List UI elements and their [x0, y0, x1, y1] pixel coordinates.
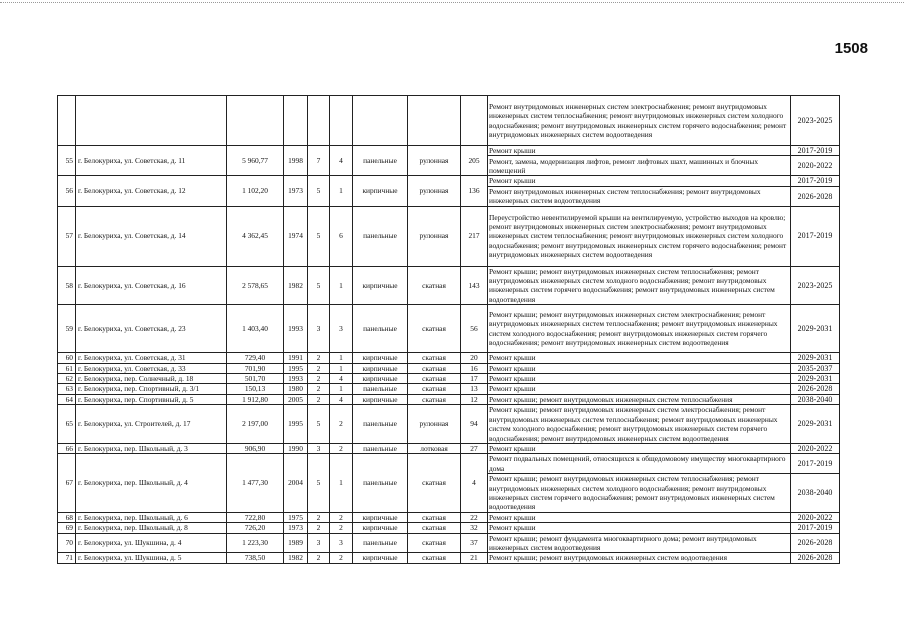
roof-type-cell: рулонная	[408, 206, 461, 266]
area-cell: 906,90	[227, 443, 284, 453]
walls-material-cell: панельные	[353, 305, 408, 353]
apartments-cell: 205	[461, 146, 488, 176]
repair-period-cell: 2035-2037	[791, 363, 840, 373]
year-cell: 2005	[284, 394, 308, 404]
row-number-cell: 64	[58, 394, 76, 404]
year-cell: 1990	[284, 443, 308, 453]
year-cell: 1995	[284, 405, 308, 444]
repair-period-cell: 2017-2019	[791, 206, 840, 266]
address-cell: г. Белокуриха, ул. Советская, д. 33	[76, 363, 227, 373]
area-cell: 738,50	[227, 553, 284, 563]
repair-period-cell: 2038-2040	[791, 474, 840, 513]
area-cell: 501,70	[227, 374, 284, 384]
apartments-cell: 32	[461, 523, 488, 533]
roof-type-cell: скатная	[408, 305, 461, 353]
entrances-cell: 2	[330, 553, 353, 563]
row-number-cell	[58, 96, 76, 146]
year-cell: 1982	[284, 553, 308, 563]
apartments-cell: 217	[461, 206, 488, 266]
entrances-cell: 6	[330, 206, 353, 266]
apartments-cell: 143	[461, 266, 488, 305]
repair-period-cell: 2017-2019	[791, 176, 840, 186]
roof-type-cell: скатная	[408, 374, 461, 384]
repair-period-cell: 2038-2040	[791, 394, 840, 404]
table-row	[58, 454, 840, 474]
work-type-cell: Ремонт крыши; ремонт внутридомовых инженерных систем теплоснабжения	[488, 394, 791, 404]
area-cell	[227, 96, 284, 146]
table-row	[58, 405, 840, 444]
apartments-cell: 17	[461, 374, 488, 384]
entrances-cell: 1	[330, 363, 353, 373]
floors-cell: 3	[308, 443, 330, 453]
entrances-cell: 2	[330, 443, 353, 453]
row-number-cell: 56	[58, 176, 76, 206]
roof-type-cell: скатная	[408, 533, 461, 553]
apartments-cell: 27	[461, 443, 488, 453]
area-cell: 701,90	[227, 363, 284, 373]
address-cell: г. Белокуриха, пер. Солнечный, д. 18	[76, 374, 227, 384]
roof-type-cell: скатная	[408, 454, 461, 512]
floors-cell: 2	[308, 363, 330, 373]
repair-period-cell: 2029-2031	[791, 374, 840, 384]
row-number-cell: 70	[58, 533, 76, 553]
work-type-cell: Ремонт крыши; ремонт внутридомовых инженерных систем электроснабжения; ремонт внутридомовых инженерных систем теплоснабжения; ремонт внутридомовых инженерных систем холодного водоснабжения; ремонт внутридомовых инженерных систем горячего водоснабжения; ремонт внутридомовых инженерных систем водоотведения	[488, 405, 791, 444]
entrances-cell: 1	[330, 454, 353, 512]
repair-period-cell: 2029-2031	[791, 405, 840, 444]
table-row	[58, 305, 840, 353]
walls-material-cell: кирпичные	[353, 523, 408, 533]
table-row	[58, 533, 840, 553]
row-number-cell: 61	[58, 363, 76, 373]
work-type-cell: Ремонт крыши	[488, 374, 791, 384]
floors-cell: 2	[308, 523, 330, 533]
table-row	[58, 353, 840, 363]
floors-cell: 5	[308, 266, 330, 305]
work-type-cell: Ремонт подвальных помещений, относящихся к общедомовому имуществу многоквартирного дома	[488, 454, 791, 474]
apartments-cell: 16	[461, 363, 488, 373]
year-cell: 1975	[284, 512, 308, 522]
work-type-cell: Ремонт крыши; ремонт внутридомовых инженерных систем теплоснабжения; ремонт внутридомовых инженерных систем холодного водоснабжения; ремонт внутридомовых инженерных систем горячего водоснабжения; ремонт внутридомовых инженерных систем водоотведения	[488, 266, 791, 305]
address-cell: г. Белокуриха, ул. Советская, д. 14	[76, 206, 227, 266]
roof-type-cell: лотковая	[408, 443, 461, 453]
repair-period-cell: 2017-2019	[791, 146, 840, 156]
apartments-cell: 94	[461, 405, 488, 444]
walls-material-cell: панельные	[353, 405, 408, 444]
walls-material-cell: панельные	[353, 533, 408, 553]
year-cell: 1989	[284, 533, 308, 553]
year-cell: 1974	[284, 206, 308, 266]
scan-artifact-line	[0, 2, 904, 3]
apartments-cell: 56	[461, 305, 488, 353]
roof-type-cell	[408, 96, 461, 146]
apartments-cell	[461, 96, 488, 146]
row-number-cell: 66	[58, 443, 76, 453]
table-row	[58, 443, 840, 453]
entrances-cell: 1	[330, 353, 353, 363]
area-cell: 1 403,40	[227, 305, 284, 353]
roof-type-cell: скатная	[408, 266, 461, 305]
entrances-cell: 1	[330, 384, 353, 394]
address-cell: г. Белокуриха, пер. Школьный, д. 8	[76, 523, 227, 533]
repair-period-cell: 2020-2022	[791, 156, 840, 176]
floors-cell: 5	[308, 454, 330, 512]
address-cell: г. Белокуриха, пер. Спортивный, д. 5	[76, 394, 227, 404]
apartments-cell: 136	[461, 176, 488, 206]
table-row	[58, 266, 840, 305]
area-cell: 1 102,20	[227, 176, 284, 206]
year-cell: 1980	[284, 384, 308, 394]
repair-period-cell: 2029-2031	[791, 305, 840, 353]
address-cell: г. Белокуриха, ул. Шукшина, д. 4	[76, 533, 227, 553]
address-cell	[76, 96, 227, 146]
address-cell: г. Белокуриха, ул. Советская, д. 16	[76, 266, 227, 305]
roof-type-cell: рулонная	[408, 146, 461, 176]
row-number-cell: 55	[58, 146, 76, 176]
repair-period-cell: 2026-2028	[791, 186, 840, 206]
work-type-cell: Ремонт крыши	[488, 146, 791, 156]
walls-material-cell: панельные	[353, 384, 408, 394]
roof-type-cell: скатная	[408, 363, 461, 373]
floors-cell: 5	[308, 176, 330, 206]
roof-type-cell: рулонная	[408, 405, 461, 444]
repair-period-cell: 2026-2028	[791, 533, 840, 553]
address-cell: г. Белокуриха, ул. Советская, д. 11	[76, 146, 227, 176]
repair-period-cell: 2026-2028	[791, 553, 840, 563]
repair-period-cell: 2020-2022	[791, 512, 840, 522]
repair-period-cell: 2023-2025	[791, 96, 840, 146]
area-cell: 726,20	[227, 523, 284, 533]
entrances-cell: 3	[330, 305, 353, 353]
area-cell: 722,80	[227, 512, 284, 522]
address-cell: г. Белокуриха, пер. Спортивный, д. 3/1	[76, 384, 227, 394]
address-cell: г. Белокуриха, пер. Школьный, д. 6	[76, 512, 227, 522]
work-type-cell: Ремонт крыши	[488, 384, 791, 394]
table-row	[58, 512, 840, 522]
apartments-cell: 20	[461, 353, 488, 363]
address-cell: г. Белокуриха, ул. Строителей, д. 17	[76, 405, 227, 444]
floors-cell: 2	[308, 512, 330, 522]
floors-cell: 2	[308, 394, 330, 404]
floors-cell: 2	[308, 353, 330, 363]
work-type-cell: Ремонт крыши; ремонт фундамента многоквартирного дома; ремонт внутридомовых инженерных систем водоотведения	[488, 533, 791, 553]
work-type-cell: Ремонт внутридомовых инженерных систем электроснабжения; ремонт внутридомовых инженерных систем теплоснабжения; ремонт внутридомовых инженерных систем холодного водоснабжения; ремонт внутридомовых инженерных систем горячего водоснабжения; ремонт внутридомовых инженерных систем водоотведения	[488, 96, 791, 146]
year-cell: 1982	[284, 266, 308, 305]
table-row	[58, 146, 840, 156]
repair-period-cell: 2020-2022	[791, 443, 840, 453]
walls-material-cell	[353, 96, 408, 146]
floors-cell: 5	[308, 206, 330, 266]
walls-material-cell: кирпичные	[353, 553, 408, 563]
entrances-cell: 3	[330, 533, 353, 553]
walls-material-cell: панельные	[353, 206, 408, 266]
walls-material-cell: панельные	[353, 443, 408, 453]
entrances-cell: 1	[330, 266, 353, 305]
area-cell: 5 960,77	[227, 146, 284, 176]
entrances-cell: 4	[330, 146, 353, 176]
roof-type-cell: скатная	[408, 353, 461, 363]
apartments-cell: 22	[461, 512, 488, 522]
row-number-cell: 68	[58, 512, 76, 522]
address-cell: г. Белокуриха, ул. Советская, д. 31	[76, 353, 227, 363]
work-type-cell: Ремонт крыши; ремонт внутридомовых инженерных систем теплоснабжения; ремонт внутридомовых инженерных систем холодного водоснабжения; ремонт внутридомовых инженерных систем горячего водоснабжения; ремонт внутридомовых инженерных систем водоотведения	[488, 474, 791, 513]
work-type-cell: Ремонт крыши	[488, 512, 791, 522]
work-type-cell: Ремонт крыши	[488, 176, 791, 186]
table-row	[58, 374, 840, 384]
area-cell: 1 912,80	[227, 394, 284, 404]
row-number-cell: 60	[58, 353, 76, 363]
walls-material-cell: кирпичные	[353, 512, 408, 522]
roof-type-cell: скатная	[408, 384, 461, 394]
roof-type-cell: рулонная	[408, 176, 461, 206]
year-cell: 1993	[284, 374, 308, 384]
entrances-cell: 4	[330, 374, 353, 384]
walls-material-cell: кирпичные	[353, 374, 408, 384]
table-row	[58, 176, 840, 186]
row-number-cell: 71	[58, 553, 76, 563]
apartments-cell: 21	[461, 553, 488, 563]
work-type-cell: Переустройство невентилируемой крыши на вентилируемую, устройство выходов на кровлю; ремонт внутридомовых инженерных систем электроснабжения; ремонт внутридомовых инженерных систем теплоснабжения; ремонт внутридомовых инженерных систем холодного водоснабжения; ремонт внутридомовых инженерных систем горячего водоснабжения; ремонт внутридомовых инженерных систем водоотведения	[488, 206, 791, 266]
work-type-cell: Ремонт крыши	[488, 443, 791, 453]
repair-period-cell: 2026-2028	[791, 384, 840, 394]
address-cell: г. Белокуриха, ул. Советская, д. 12	[76, 176, 227, 206]
entrances-cell: 2	[330, 512, 353, 522]
floors-cell: 2	[308, 553, 330, 563]
page-number: 1508	[834, 40, 868, 57]
walls-material-cell: панельные	[353, 454, 408, 512]
row-number-cell: 65	[58, 405, 76, 444]
row-number-cell: 67	[58, 454, 76, 512]
floors-cell: 3	[308, 533, 330, 553]
area-cell: 729,40	[227, 353, 284, 363]
repair-period-cell: 2029-2031	[791, 353, 840, 363]
floors-cell: 2	[308, 374, 330, 384]
row-number-cell: 69	[58, 523, 76, 533]
year-cell: 1973	[284, 176, 308, 206]
capital-repair-table	[57, 95, 840, 564]
repair-period-cell: 2023-2025	[791, 266, 840, 305]
work-type-cell: Ремонт крыши	[488, 363, 791, 373]
floors-cell: 7	[308, 146, 330, 176]
year-cell: 2004	[284, 454, 308, 512]
area-cell: 2 578,65	[227, 266, 284, 305]
table-row	[58, 206, 840, 266]
work-type-cell: Ремонт крыши; ремонт внутридомовых инженерных систем водоотведения	[488, 553, 791, 563]
walls-material-cell: кирпичные	[353, 176, 408, 206]
address-cell: г. Белокуриха, ул. Советская, д. 23	[76, 305, 227, 353]
walls-material-cell: панельные	[353, 146, 408, 176]
work-type-cell: Ремонт крыши; ремонт внутридомовых инженерных систем электроснабжения; ремонт внутридомовых инженерных систем теплоснабжения; ремонт внутридомовых инженерных систем холодного водоснабжения; ремонт внутридомовых инженерных систем горячего водоснабжения; ремонт внутридомовых инженерных систем водоотведения	[488, 305, 791, 353]
roof-type-cell: скатная	[408, 394, 461, 404]
entrances-cell: 4	[330, 394, 353, 404]
area-cell: 1 223,30	[227, 533, 284, 553]
row-number-cell: 62	[58, 374, 76, 384]
table-row	[58, 363, 840, 373]
floors-cell: 3	[308, 305, 330, 353]
row-number-cell: 63	[58, 384, 76, 394]
area-cell: 2 197,00	[227, 405, 284, 444]
roof-type-cell: скатная	[408, 523, 461, 533]
floors-cell	[308, 96, 330, 146]
table-body	[58, 96, 840, 564]
repair-period-cell: 2017-2019	[791, 454, 840, 474]
area-cell: 1 477,30	[227, 454, 284, 512]
walls-material-cell: кирпичные	[353, 363, 408, 373]
work-type-cell: Ремонт, замена, модернизация лифтов, ремонт лифтовых шахт, машинных и блочных помещений	[488, 156, 791, 176]
repair-period-cell: 2017-2019	[791, 523, 840, 533]
entrances-cell: 2	[330, 405, 353, 444]
entrances-cell: 2	[330, 523, 353, 533]
floors-cell: 2	[308, 384, 330, 394]
year-cell: 1993	[284, 305, 308, 353]
area-cell: 4 362,45	[227, 206, 284, 266]
year-cell: 1998	[284, 146, 308, 176]
apartments-cell: 13	[461, 384, 488, 394]
walls-material-cell: кирпичные	[353, 394, 408, 404]
walls-material-cell: кирпичные	[353, 353, 408, 363]
table-row	[58, 394, 840, 404]
floors-cell: 5	[308, 405, 330, 444]
year-cell: 1995	[284, 363, 308, 373]
work-type-cell: Ремонт крыши	[488, 353, 791, 363]
entrances-cell	[330, 96, 353, 146]
address-cell: г. Белокуриха, пер. Школьный, д. 3	[76, 443, 227, 453]
table-row	[58, 96, 840, 146]
table-row	[58, 553, 840, 563]
year-cell: 1991	[284, 353, 308, 363]
table-row	[58, 523, 840, 533]
table-row	[58, 384, 840, 394]
row-number-cell: 57	[58, 206, 76, 266]
row-number-cell: 58	[58, 266, 76, 305]
apartments-cell: 4	[461, 454, 488, 512]
area-cell: 150,13	[227, 384, 284, 394]
address-cell: г. Белокуриха, ул. Шукшина, д. 5	[76, 553, 227, 563]
work-type-cell: Ремонт крыши	[488, 523, 791, 533]
row-number-cell: 59	[58, 305, 76, 353]
roof-type-cell: скатная	[408, 553, 461, 563]
walls-material-cell: кирпичные	[353, 266, 408, 305]
year-cell: 1973	[284, 523, 308, 533]
entrances-cell: 1	[330, 176, 353, 206]
address-cell: г. Белокуриха, пер. Школьный, д. 4	[76, 454, 227, 512]
apartments-cell: 12	[461, 394, 488, 404]
roof-type-cell: скатная	[408, 512, 461, 522]
apartments-cell: 37	[461, 533, 488, 553]
work-type-cell: Ремонт внутридомовых инженерных систем теплоснабжения; ремонт внутридомовых инженерных систем водоотведения	[488, 186, 791, 206]
year-cell	[284, 96, 308, 146]
